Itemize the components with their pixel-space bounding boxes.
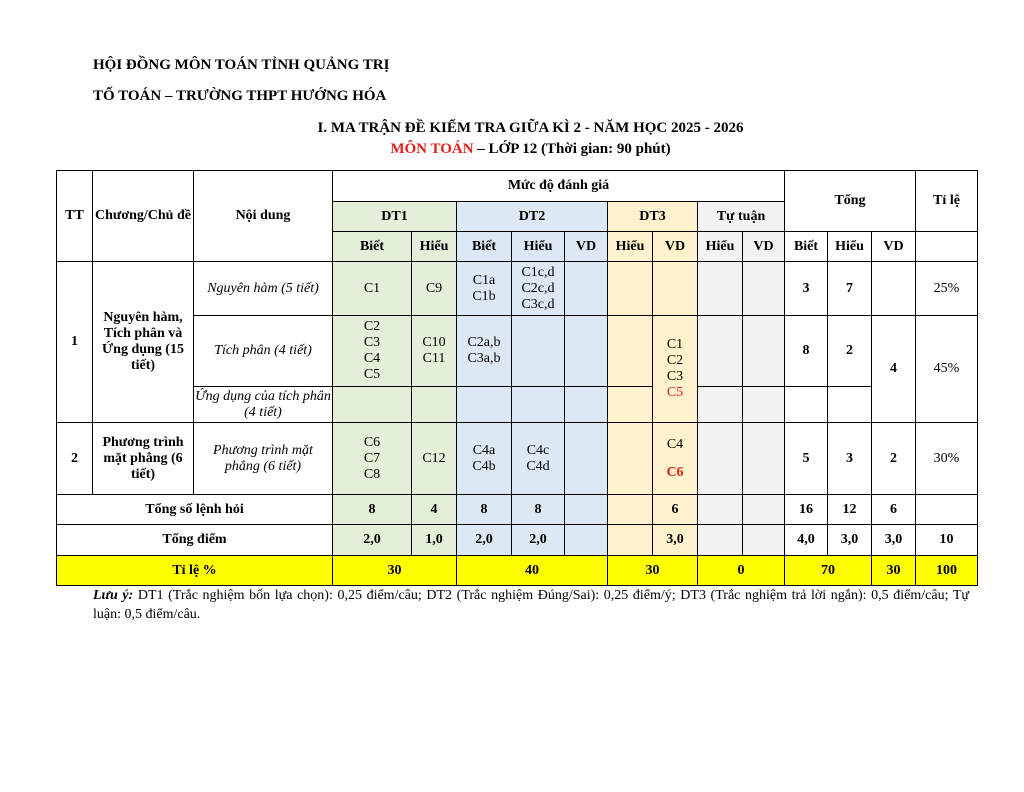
cell bbox=[512, 316, 565, 387]
header-row-1 bbox=[57, 171, 978, 202]
cell: 2,0 bbox=[457, 525, 512, 556]
cell bbox=[743, 262, 785, 316]
sub-header: Hiểu bbox=[608, 232, 653, 262]
cell bbox=[743, 525, 785, 556]
cell: 40 bbox=[457, 556, 608, 586]
cell bbox=[608, 262, 653, 316]
cell-text: C4 bbox=[666, 436, 684, 452]
cell: 12 bbox=[828, 495, 872, 525]
cell: C2 C3 C4 C5 bbox=[333, 316, 412, 387]
cell bbox=[743, 423, 785, 495]
cell bbox=[828, 387, 872, 423]
cell-text: C1 C2 C3 bbox=[666, 337, 684, 384]
col-header-noidung: Nội dung bbox=[194, 171, 333, 262]
cell: 70 bbox=[785, 556, 872, 586]
cell: 16 bbox=[785, 495, 828, 525]
cell bbox=[698, 525, 743, 556]
cell: 6 bbox=[653, 495, 698, 525]
cell: 8 bbox=[457, 495, 512, 525]
cell: 3 bbox=[828, 423, 872, 495]
cell: 1,0 bbox=[412, 525, 457, 556]
summary-row-points bbox=[57, 525, 978, 556]
summary-row-percent bbox=[57, 556, 978, 586]
cell bbox=[608, 387, 653, 423]
cell bbox=[565, 495, 608, 525]
header-council: HỘI ĐỒNG MÔN TOÁN TỈNH QUẢNG TRỊ bbox=[93, 57, 390, 73]
cell bbox=[565, 316, 608, 387]
cell bbox=[565, 387, 608, 423]
col-header-dt1: DT1 bbox=[333, 202, 457, 232]
page-title: I. MA TRẬN ĐỀ KIỂM TRA GIỮA KÌ 2 - NĂM HỌC 2025 - 2026 bbox=[317, 120, 744, 136]
col-header-tt: TT bbox=[57, 171, 93, 262]
table-row bbox=[57, 387, 978, 423]
cell: C12 bbox=[412, 423, 457, 495]
cell: C9 bbox=[412, 262, 457, 316]
cell: C4c C4d bbox=[512, 423, 565, 495]
cell bbox=[698, 316, 743, 387]
cell: 7 bbox=[828, 262, 872, 316]
sub-header: Hiểu bbox=[698, 232, 743, 262]
col-header-dt2: DT2 bbox=[457, 202, 608, 232]
cell bbox=[457, 387, 512, 423]
cell: 3 bbox=[785, 262, 828, 316]
sub-header: VD bbox=[743, 232, 785, 262]
cell bbox=[653, 423, 698, 495]
cell: 30 bbox=[872, 556, 916, 586]
cell: 3,0 bbox=[653, 525, 698, 556]
col-header-mucdo: Mức độ đánh giá bbox=[333, 171, 785, 202]
cell bbox=[916, 495, 978, 525]
cell bbox=[698, 423, 743, 495]
cell: 10 bbox=[916, 525, 978, 556]
subject-label: MÔN TOÁN bbox=[390, 141, 474, 157]
row-tt: 1 bbox=[57, 262, 93, 423]
cell bbox=[565, 262, 608, 316]
sub-header: VD bbox=[653, 232, 698, 262]
cell: 5 bbox=[785, 423, 828, 495]
cell: C1c,d C2c,d C3c,d bbox=[512, 262, 565, 316]
page-subtitle bbox=[0, 141, 1024, 158]
col-header-tong: Tổng bbox=[785, 171, 916, 232]
cell bbox=[412, 387, 457, 423]
summary-label: Tổng số lệnh hỏi bbox=[57, 495, 333, 525]
cell bbox=[872, 262, 916, 316]
sub-header: VD bbox=[872, 232, 916, 262]
cell: 3,0 bbox=[828, 525, 872, 556]
cell-tile: 45% bbox=[916, 316, 978, 423]
cell: 4 bbox=[412, 495, 457, 525]
cell bbox=[565, 423, 608, 495]
row-tt: 2 bbox=[57, 423, 93, 495]
cell: 30 bbox=[608, 556, 698, 586]
cell: 2,0 bbox=[512, 525, 565, 556]
cell: 2 bbox=[872, 423, 916, 495]
col-header-chuong: Chương/Chủ đề bbox=[93, 171, 194, 262]
cell bbox=[743, 316, 785, 387]
table-row bbox=[57, 262, 978, 316]
cell: 8 bbox=[512, 495, 565, 525]
summary-row-questions bbox=[57, 495, 978, 525]
cell: 8 bbox=[785, 316, 828, 387]
summary-label: Tỉ lệ % bbox=[57, 556, 333, 586]
sub-header: Biết bbox=[333, 232, 412, 262]
cell: C1 bbox=[333, 262, 412, 316]
cell: C2a,b C3a,b bbox=[457, 316, 512, 387]
cell bbox=[512, 387, 565, 423]
sub-header: Biết bbox=[457, 232, 512, 262]
cell bbox=[565, 525, 608, 556]
footnote-label: Lưu ý: bbox=[93, 588, 134, 603]
cell-tile: 25% bbox=[916, 262, 978, 316]
cell: 6 bbox=[872, 495, 916, 525]
sub-header: Hiểu bbox=[512, 232, 565, 262]
cell: 4,0 bbox=[785, 525, 828, 556]
cell: 30 bbox=[333, 556, 457, 586]
cell: 3,0 bbox=[872, 525, 916, 556]
empty-cell bbox=[916, 232, 978, 262]
cell-tile: 30% bbox=[916, 423, 978, 495]
cell: 2 bbox=[828, 316, 872, 387]
table-row bbox=[57, 316, 978, 387]
cell bbox=[785, 387, 828, 423]
cell bbox=[653, 262, 698, 316]
cell bbox=[698, 387, 743, 423]
row-chuong: Phương trình mặt phẳng (6 tiết) bbox=[93, 423, 194, 495]
cell bbox=[653, 316, 698, 423]
col-header-tile: Tỉ lệ bbox=[916, 171, 978, 232]
grade-time-label: – LỚP 12 (Thời gian: 90 phút) bbox=[473, 141, 671, 157]
cell-text-red: C5 bbox=[666, 385, 684, 400]
row-noidung: Phương trình mặt phẳng (6 tiết) bbox=[194, 423, 333, 495]
sub-header: Hiểu bbox=[828, 232, 872, 262]
cell: 8 bbox=[333, 495, 412, 525]
cell: 2,0 bbox=[333, 525, 412, 556]
row-noidung: Tích phân (4 tiết) bbox=[194, 316, 333, 387]
sub-header: Biết bbox=[785, 232, 828, 262]
cell-text-red: C6 bbox=[666, 464, 684, 480]
cell: 4 bbox=[872, 316, 916, 423]
sub-header: Hiểu bbox=[412, 232, 457, 262]
cell: C4a C4b bbox=[457, 423, 512, 495]
footnote bbox=[93, 586, 969, 624]
assessment-matrix-table bbox=[56, 170, 978, 586]
cell: C6 C7 C8 bbox=[333, 423, 412, 495]
cell bbox=[743, 387, 785, 423]
cell bbox=[698, 262, 743, 316]
footnote-text: DT1 (Trắc nghiệm bốn lựa chọn): 0,25 điểm/câu; DT2 (Trắc nghiệm Đúng/Sai): 0,25 điểm/ý; DT3 (Trắc nghiệm trả lời ngắn): 0,5 điểm/câu; Tự luận: 0,5 điểm/câu. bbox=[93, 588, 969, 622]
table-row bbox=[57, 423, 978, 495]
cell bbox=[608, 495, 653, 525]
cell: 100 bbox=[916, 556, 978, 586]
cell bbox=[608, 423, 653, 495]
cell: C1a C1b bbox=[457, 262, 512, 316]
cell bbox=[608, 316, 653, 387]
summary-label: Tổng điểm bbox=[57, 525, 333, 556]
row-chuong: Nguyên hàm, Tích phân và Ứng dụng (15 tiết) bbox=[93, 262, 194, 423]
row-noidung: Nguyên hàm (5 tiết) bbox=[194, 262, 333, 316]
header-school: TỔ TOÁN – TRƯỜNG THPT HƯỚNG HÓA bbox=[93, 88, 387, 104]
cell bbox=[698, 495, 743, 525]
cell bbox=[608, 525, 653, 556]
cell bbox=[743, 495, 785, 525]
col-header-dt3: DT3 bbox=[608, 202, 698, 232]
sub-header: VD bbox=[565, 232, 608, 262]
row-noidung: Ứng dụng của tích phân (4 tiết) bbox=[194, 387, 333, 423]
cell: 0 bbox=[698, 556, 785, 586]
cell: C10 C11 bbox=[412, 316, 457, 387]
cell bbox=[333, 387, 412, 423]
col-header-tuluan: Tự tuận bbox=[698, 202, 785, 232]
